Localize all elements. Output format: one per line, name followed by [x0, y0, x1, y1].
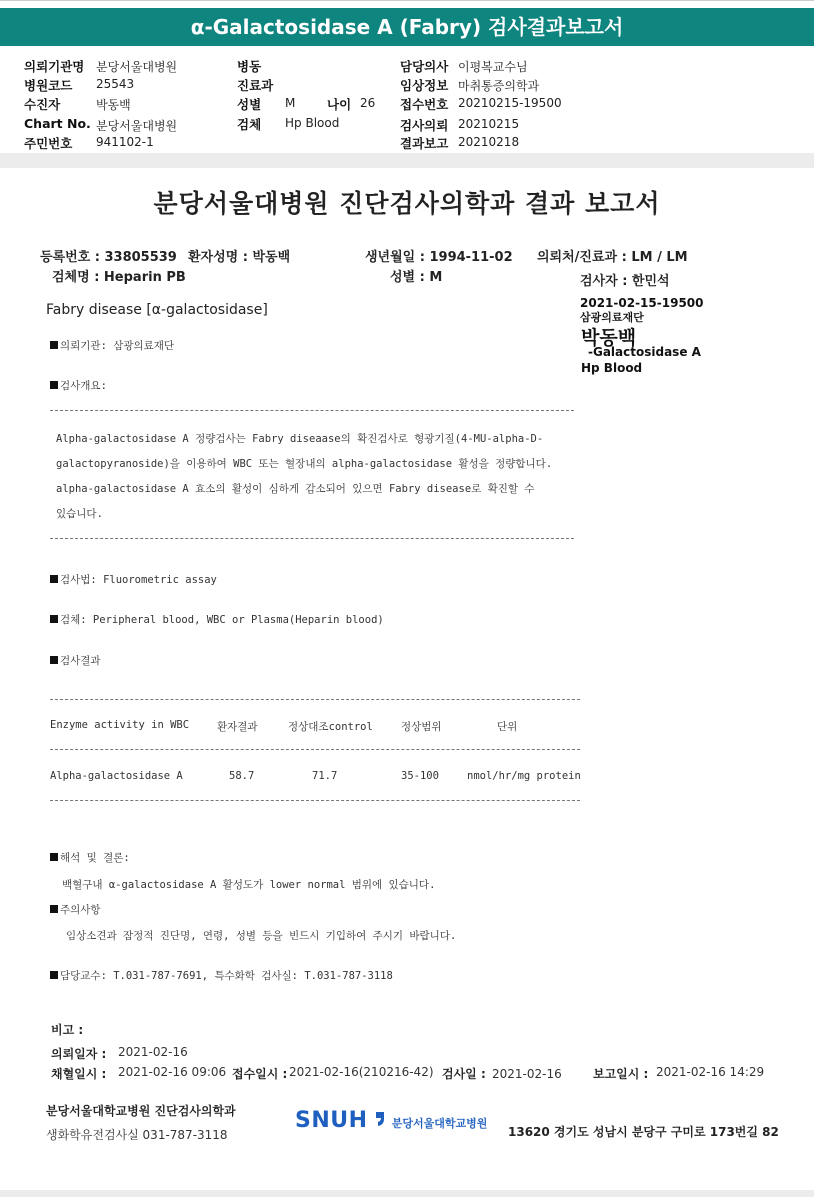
table-header-control: 정상대조control	[288, 721, 373, 733]
test-date-label: 검사일 :	[442, 1067, 486, 1081]
patient-specimen: 검체명 : Heparin PB	[52, 270, 186, 285]
bullet-square-icon	[50, 905, 58, 913]
test-date-value: 2021-02-16	[492, 1067, 562, 1081]
caution-heading-text: 주의사항	[60, 904, 101, 916]
footer-address: 13620 경기도 성남시 분당구 구미로 173번길 82	[508, 1125, 779, 1139]
report-title: α-Galactosidase A (Fabry) 검사결과보고서	[0, 8, 814, 46]
label-resident-no: 주민번호	[24, 136, 73, 151]
patient-dob: 생년월일 : 1994-11-02	[365, 250, 513, 265]
snuh-emblem-icon	[373, 1110, 387, 1128]
value-receipt-no: 20210215-19500	[458, 96, 562, 110]
section-contact	[50, 968, 393, 983]
label-doctor: 담당의사	[400, 59, 449, 74]
patient-name: 환자성명 : 박동백	[188, 250, 291, 265]
divider	[50, 410, 574, 411]
report-label: 보고일시 :	[593, 1067, 649, 1081]
report-value: 2021-02-16 14:29	[656, 1065, 765, 1079]
snuh-logo	[295, 1108, 487, 1133]
table-header-enzyme: Enzyme activity in WBC	[50, 719, 190, 731]
table-row-control: 71.7	[312, 770, 338, 782]
section-specimen	[50, 612, 384, 627]
value-resident-no: 941102-1	[96, 135, 154, 149]
table-header-unit: 단위	[497, 721, 518, 733]
section-results-heading	[50, 653, 101, 668]
table-row-unit: nmol/hr/mg protein	[467, 770, 581, 782]
request-date-label: 의뢰일자 :	[51, 1047, 107, 1061]
doc-title: 분당서울대병원 진단검사의학과 결과 보고서	[153, 189, 661, 218]
overview-heading-text: 검사개요:	[60, 380, 107, 392]
bullet-square-icon	[50, 575, 58, 583]
label-ward: 병동	[237, 59, 262, 74]
footer-lab: 생화학유전검사실 031-787-3118	[46, 1128, 228, 1142]
value-test-request: 20210215	[458, 117, 520, 131]
specimen-text: 검체: Peripheral blood, WBC or Plasma(Heparin blood)	[60, 614, 384, 626]
label-chart-no: Chart No.	[24, 116, 91, 131]
divider	[50, 699, 580, 700]
stamp-line3: 박동백	[581, 327, 637, 349]
bullet-square-icon	[50, 971, 58, 979]
patient-reg-no: 등록번호 : 33805539	[40, 250, 177, 265]
bottom-edge	[0, 1190, 814, 1197]
label-sex: 성별	[237, 97, 262, 112]
label-clinical-info: 임상정보	[400, 78, 449, 93]
value-sex: M	[285, 96, 296, 110]
method-text: 검사법: Fluorometric assay	[60, 574, 217, 586]
label-test-request: 검사의뢰	[400, 118, 449, 133]
bullet-square-icon	[50, 381, 58, 389]
bullet-square-icon	[50, 341, 58, 349]
footer-org: 분당서울대학교병원 진단검사의학과	[46, 1104, 236, 1118]
label-institution: 의뢰기관명	[24, 59, 85, 74]
value-hospital-code: 25543	[96, 77, 135, 91]
snuh-logo-text: SNUH	[295, 1108, 368, 1133]
value-doctor: 이평복교수님	[458, 60, 528, 74]
stamp-line4: -Galactosidase A	[588, 345, 701, 359]
stamp-line2: 삼광의료재단	[580, 311, 644, 324]
value-age: 26	[360, 96, 376, 110]
bullet-square-icon	[50, 853, 58, 861]
patient-sex: 성별 : M	[390, 270, 443, 285]
overview-line-2: galactopyranoside)을 이용하여 WBC 또는 혈장내의 alpha-galactosidase 활성을 정량합니다.	[56, 458, 553, 470]
institution-text: 의뢰기관: 삼광의료재단	[60, 340, 175, 352]
label-patient: 수진자	[24, 97, 61, 112]
section-method	[50, 572, 217, 587]
value-result-report: 20210218	[458, 135, 520, 149]
value-patient: 박동백	[96, 98, 131, 112]
label-result-report: 결과보고	[400, 136, 449, 151]
table-row-enzyme: Alpha-galactosidase A	[50, 770, 183, 782]
test-name: Fabry disease [α-galactosidase]	[46, 302, 268, 318]
stamp-line1: 2021-02-15-19500	[580, 296, 704, 310]
value-specimen: Hp Blood	[285, 116, 340, 130]
contact-text: 담당교수: T.031-787-7691, 특수화학 검사실: T.031-787-3118	[60, 970, 393, 982]
patient-dept: 의뢰처/진료과 : LM / LM	[537, 250, 688, 265]
table-row-patient-result: 58.7	[229, 770, 255, 782]
section-caution-heading	[50, 902, 101, 917]
overview-line-3: alpha-galactosidase A 효소의 활성이 심하게 감소되어 있으면 Fabry disease로 확진할 수	[56, 483, 535, 495]
label-hospital-code: 병원코드	[24, 78, 73, 93]
label-specimen: 검체	[237, 117, 262, 132]
bullet-square-icon	[50, 656, 58, 664]
patient-tester: 검사자 : 한민석	[580, 274, 670, 289]
divider	[50, 749, 580, 750]
section-institution	[50, 338, 174, 353]
table-header-normal-range: 정상범위	[401, 721, 442, 733]
divider	[50, 538, 574, 539]
results-heading-text: 검사결과	[60, 655, 101, 667]
section-overview-heading	[50, 378, 107, 393]
interpretation-heading-text: 해석 및 결론:	[60, 852, 130, 864]
label-dept: 진료과	[237, 78, 274, 93]
value-chart-no: 분당서울대병원	[96, 119, 178, 133]
remarks-label: 비고 :	[51, 1023, 84, 1037]
section-interpretation-heading	[50, 850, 130, 865]
request-date-value: 2021-02-16	[118, 1045, 188, 1059]
value-clinical-info: 마취통증의학과	[458, 79, 540, 93]
receipt-label: 접수일시 :	[232, 1067, 288, 1081]
header-separator	[0, 153, 814, 168]
bullet-square-icon	[50, 615, 58, 623]
table-header-patient-result: 환자결과	[217, 721, 258, 733]
overview-line-4: 있습니다.	[56, 508, 103, 520]
stamp-line5: Hp Blood	[581, 361, 643, 375]
collect-label: 채혈일시 :	[51, 1067, 107, 1081]
divider	[50, 800, 580, 801]
table-row-normal-range: 35-100	[401, 770, 439, 782]
collect-value: 2021-02-16 09:06	[118, 1065, 227, 1079]
label-age: 나이	[327, 97, 352, 112]
overview-line-1: Alpha-galactosidase A 정량검사는 Fabry diseaase의 확진검사로 형광기질(4-MU-alpha-D-	[56, 433, 544, 445]
interpretation-text: 백혈구내 α-galactosidase A 활성도가 lower normal 범위에 있습니다.	[62, 879, 436, 891]
value-institution: 분당서울대병원	[96, 60, 178, 74]
receipt-value: 2021-02-16(210216-42)	[289, 1065, 434, 1079]
caution-text: 임상소견과 잠정적 진단명, 연령, 성별 등을 빈드시 기입하여 주시기 바랍니다.	[66, 930, 457, 942]
snuh-logo-subtitle: 분당서울대학교병원	[391, 1117, 488, 1130]
label-receipt-no: 접수번호	[400, 97, 449, 112]
